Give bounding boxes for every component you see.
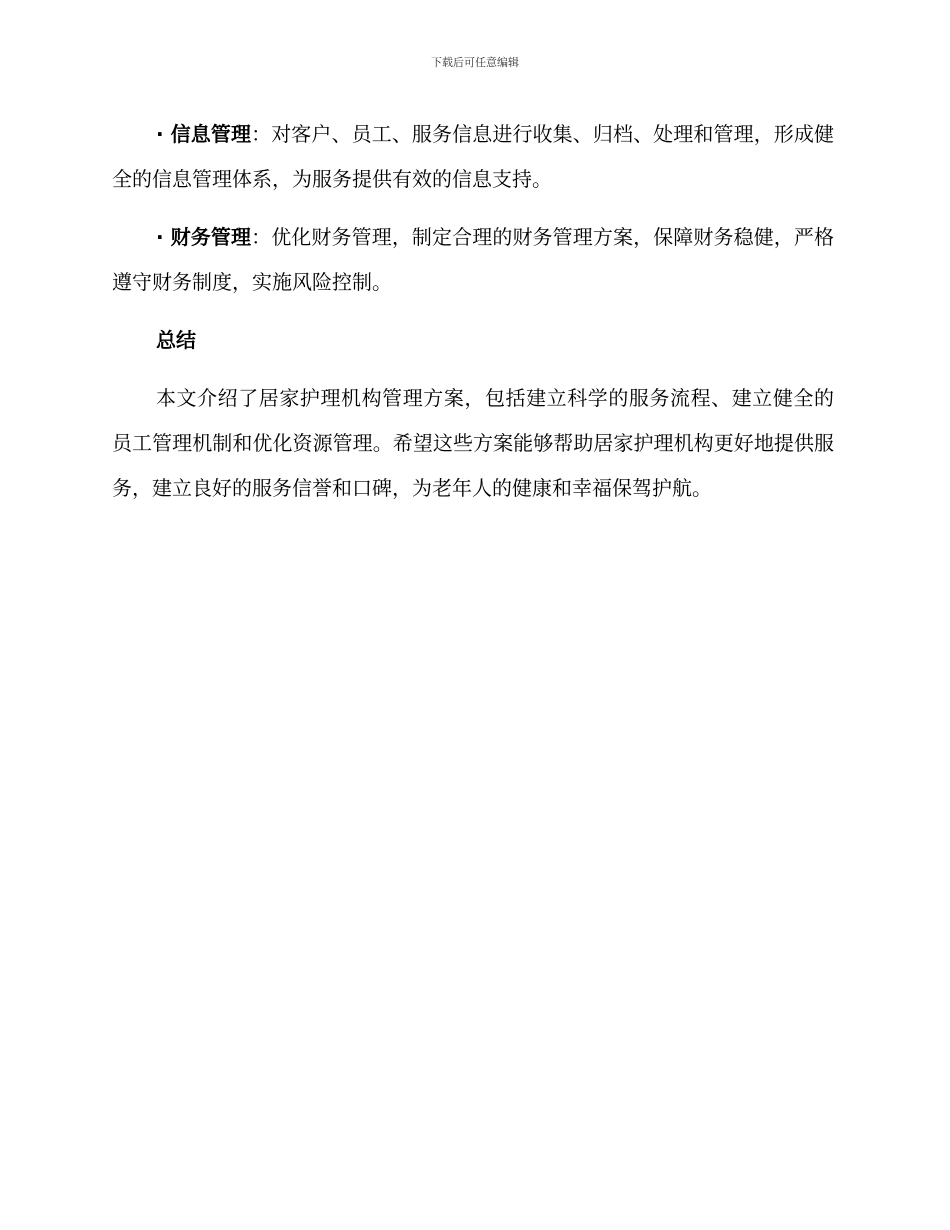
finance-management-text: ：优化财务管理，制定合理的财务管理方案，保障财务稳健，严格遵守财务制度，实施风险控制。 [112,225,835,294]
summary-paragraph: 本文介绍了居家护理机构管理方案，包括建立科学的服务流程、建立健全的员工管理机制和优化资源管理。希望这些方案能够帮助居家护理机构更好地提供服务，建立良好的服务信誉和口碑，为老年人的健康和幸福保驾护航。 [112,386,834,500]
info-management-text: ：对客户、员工、服务信息进行收集、归档、处理和管理，形成健全的信息管理体系，为服务提供有效的信息支持。 [112,122,835,191]
info-management-term: · 信息管理 [156,122,252,146]
summary-heading: 总结 [156,328,196,352]
document-body [112,112,834,524]
info-management-paragraph [112,112,834,202]
finance-management-paragraph [112,215,834,305]
page-header: 下载后可任意编辑 [431,56,519,69]
finance-management-term: · 财务管理 [156,225,252,249]
